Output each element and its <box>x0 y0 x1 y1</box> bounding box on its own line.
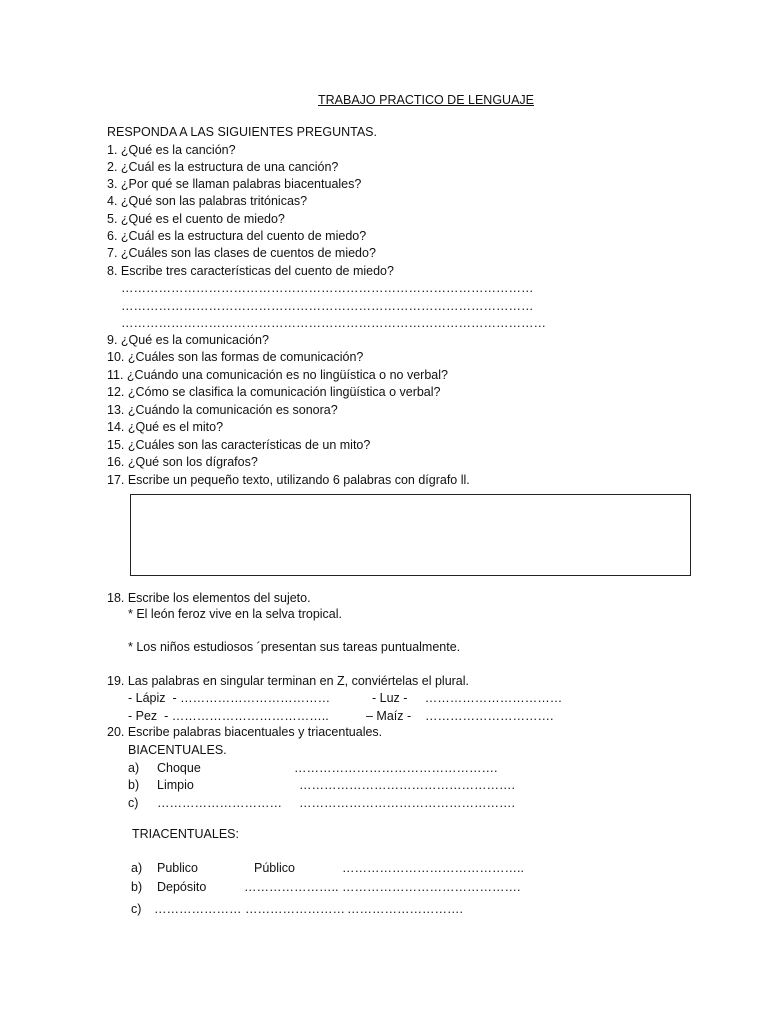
answer-blank[interactable]: …………………………………………. <box>294 761 498 775</box>
list-word: Público <box>254 861 295 875</box>
question: 16. ¿Qué son los dígrafos? <box>107 455 258 469</box>
answer-blank[interactable]: ………………………… <box>157 796 282 810</box>
list-letter: b) <box>128 778 140 792</box>
question: 15. ¿Cuáles son las características de un mito? <box>107 438 371 452</box>
list-letter: b) <box>131 880 143 894</box>
question: 13. ¿Cuándo la comunicación es sonora? <box>107 403 338 417</box>
list-word: Limpio <box>157 778 194 792</box>
question: 10. ¿Cuáles son las formas de comunicación? <box>107 350 364 364</box>
instruction: RESPONDA A LAS SIGUIENTES PREGUNTAS. <box>107 125 377 139</box>
question: 5. ¿Qué es el cuento de miedo? <box>107 212 285 226</box>
question: 3. ¿Por qué se llaman palabras biacentuales? <box>107 177 362 191</box>
question: 1. ¿Qué es la canción? <box>107 143 236 157</box>
question: 12. ¿Cómo se clasifica la comunicación lingüística o verbal? <box>107 385 441 399</box>
question: 14. ¿Qué es el mito? <box>107 420 224 434</box>
list-letter: c) <box>131 902 142 916</box>
list-letter: a) <box>128 761 140 775</box>
answer-dotted-line[interactable]: ………………………………………………………………………………………… <box>121 316 546 330</box>
question: 18. Escribe los elementos del sujeto. <box>107 591 311 605</box>
answer-blank[interactable]: ………………….. <box>244 880 339 894</box>
section-label: TRIACENTUALES: <box>132 827 239 841</box>
list-word: Publico <box>157 861 198 875</box>
plural-item[interactable]: - Lápiz - ……………………………… <box>128 691 331 705</box>
page-title: TRABAJO PRACTICO DE LENGUAJE <box>318 93 535 107</box>
answer-blank[interactable]: ……………………………………………. <box>299 796 515 810</box>
question: 2. ¿Cuál es la estructura de una canción? <box>107 160 339 174</box>
question: 9. ¿Qué es la comunicación? <box>107 333 269 347</box>
answer-blank[interactable]: ………………… <box>154 902 242 916</box>
list-letter: c) <box>128 796 139 810</box>
answer-dotted-line[interactable]: ……………………………………………………………………………………… <box>121 299 534 313</box>
question: 6. ¿Cuál es la estructura del cuento de miedo? <box>107 229 367 243</box>
question: 17. Escribe un pequeño texto, utilizando 6 palabras con dígrafo ll. <box>107 473 470 487</box>
answer-blank[interactable]: …………………… <box>245 902 345 916</box>
sentence-item: * Los niños estudiosos ´presentan sus tareas puntualmente. <box>128 640 461 654</box>
answer-box[interactable] <box>130 494 691 576</box>
question: 4. ¿Qué son las palabras tritónicas? <box>107 194 308 208</box>
list-word: Choque <box>157 761 201 775</box>
answer-blank[interactable]: ……………………………………. <box>342 880 521 894</box>
question: 7. ¿Cuáles son las clases de cuentos de miedo? <box>107 246 376 260</box>
list-word: Depósito <box>157 880 207 894</box>
list-letter: a) <box>131 861 143 875</box>
question: 11. ¿Cuándo una comunicación es no lingüística o no verbal? <box>107 368 448 382</box>
sentence-item: * El león feroz vive en la selva tropical. <box>128 607 342 621</box>
answer-blank[interactable]: ………………………. <box>347 902 463 916</box>
question: 20. Escribe palabras biacentuales y triacentuales. <box>107 725 383 739</box>
answer-blank[interactable]: …………………………………….. <box>342 861 524 875</box>
plural-item[interactable]: - Luz - …………………………… <box>372 691 563 705</box>
question: 8. Escribe tres características del cuento de miedo? <box>107 264 394 278</box>
section-label: BIACENTUALES. <box>128 743 227 757</box>
plural-item[interactable]: – Maíz - …………………………. <box>366 709 554 723</box>
plural-item[interactable]: - Pez - ……………………………….. <box>128 709 329 723</box>
question: 19. Las palabras en singular terminan en Z, conviértelas el plural. <box>107 674 470 688</box>
answer-blank[interactable]: ……………………………………………. <box>299 778 515 792</box>
answer-dotted-line[interactable]: ……………………………………………………………………………………… <box>121 281 534 295</box>
